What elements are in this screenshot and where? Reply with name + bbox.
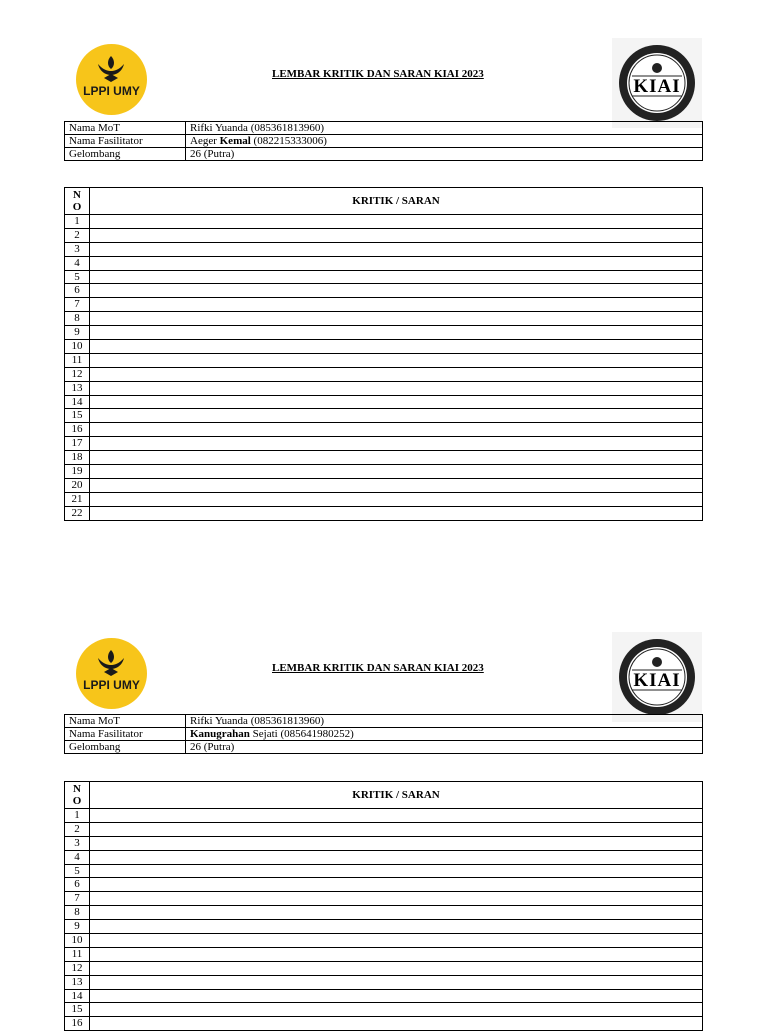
mot-value: Rifki Yuanda (085361813960) xyxy=(186,122,703,135)
feedback-cell[interactable] xyxy=(90,850,703,864)
feedback-cell[interactable] xyxy=(90,1003,703,1017)
mot-label: Nama MoT xyxy=(65,715,186,728)
feedback-cell[interactable] xyxy=(90,961,703,975)
table-row xyxy=(65,340,703,354)
row-number: 15 xyxy=(65,409,90,423)
table-row xyxy=(65,934,703,948)
form-title: LEMBAR KRITIK DAN SARAN KIAI 2023 xyxy=(272,68,484,80)
row-number: 19 xyxy=(65,465,90,479)
feedback-cell[interactable] xyxy=(90,326,703,340)
feedback-cell[interactable] xyxy=(90,934,703,948)
kiai-seal xyxy=(612,632,702,722)
row-number: 6 xyxy=(65,878,90,892)
table-row xyxy=(65,836,703,850)
row-number: 6 xyxy=(65,284,90,298)
feedback-header: KRITIK / SARAN xyxy=(90,188,703,215)
row-number: 1 xyxy=(65,215,90,229)
row-number: 11 xyxy=(65,947,90,961)
feedback-cell[interactable] xyxy=(90,395,703,409)
table-row xyxy=(65,242,703,256)
lppi-umy-logo xyxy=(76,44,147,115)
row-number: 15 xyxy=(65,1003,90,1017)
logo-text: LPPI UMY xyxy=(83,678,140,692)
info-table xyxy=(64,714,703,754)
row-number: 7 xyxy=(65,298,90,312)
facilitator-label: Nama Fasilitator xyxy=(65,728,186,741)
batch-value: 26 (Putra) xyxy=(186,148,703,161)
row-number: 16 xyxy=(65,1017,90,1031)
feedback-cell[interactable] xyxy=(90,492,703,506)
feedback-cell[interactable] xyxy=(90,340,703,354)
table-row xyxy=(65,270,703,284)
row-number: 8 xyxy=(65,906,90,920)
form-title: LEMBAR KRITIK DAN SARAN KIAI 2023 xyxy=(272,662,484,674)
table-row xyxy=(65,256,703,270)
table-row xyxy=(65,892,703,906)
row-number: 21 xyxy=(65,492,90,506)
seal-text: KIAI xyxy=(633,670,681,691)
table-row xyxy=(65,975,703,989)
feedback-table xyxy=(64,781,703,1031)
row-number: 3 xyxy=(65,242,90,256)
feedback-cell[interactable] xyxy=(90,284,703,298)
feedback-cell[interactable] xyxy=(90,809,703,823)
table-row xyxy=(65,395,703,409)
batch-value: 26 (Putra) xyxy=(186,741,703,754)
row-number: 16 xyxy=(65,423,90,437)
batch-label: Gelombang xyxy=(65,741,186,754)
feedback-cell[interactable] xyxy=(90,892,703,906)
row-number: 1 xyxy=(65,809,90,823)
row-number: 2 xyxy=(65,822,90,836)
feedback-cell[interactable] xyxy=(90,478,703,492)
row-number: 10 xyxy=(65,340,90,354)
table-row xyxy=(65,451,703,465)
feedback-cell[interactable] xyxy=(90,367,703,381)
feedback-cell[interactable] xyxy=(90,381,703,395)
sprout-icon xyxy=(76,638,147,709)
row-number: 7 xyxy=(65,892,90,906)
feedback-cell[interactable] xyxy=(90,836,703,850)
row-number: 11 xyxy=(65,353,90,367)
logo-text: LPPI UMY xyxy=(83,84,140,98)
table-row xyxy=(65,312,703,326)
row-number: 5 xyxy=(65,270,90,284)
feedback-cell[interactable] xyxy=(90,409,703,423)
table-row xyxy=(65,326,703,340)
table-row xyxy=(65,409,703,423)
feedback-table xyxy=(64,187,703,521)
table-row xyxy=(65,437,703,451)
table-row xyxy=(65,284,703,298)
table-row xyxy=(65,298,703,312)
row-number: 2 xyxy=(65,228,90,242)
table-row xyxy=(65,492,703,506)
feedback-cell[interactable] xyxy=(90,423,703,437)
table-row xyxy=(65,809,703,823)
table-row xyxy=(65,215,703,229)
row-number: 13 xyxy=(65,975,90,989)
row-number: 4 xyxy=(65,850,90,864)
table-row xyxy=(65,465,703,479)
feedback-cell[interactable] xyxy=(90,947,703,961)
feedback-cell[interactable] xyxy=(90,256,703,270)
feedback-cell[interactable] xyxy=(90,228,703,242)
feedback-cell[interactable] xyxy=(90,975,703,989)
table-row xyxy=(65,989,703,1003)
feedback-cell[interactable] xyxy=(90,906,703,920)
sprout-icon xyxy=(76,44,147,115)
row-number: 22 xyxy=(65,506,90,520)
facilitator-value: Kanugrahan Sejati (085641980252) xyxy=(186,728,703,741)
table-row xyxy=(65,947,703,961)
info-table xyxy=(64,121,703,161)
row-number: 12 xyxy=(65,367,90,381)
row-number: 14 xyxy=(65,989,90,1003)
no-header: N O xyxy=(65,188,90,215)
feedback-cell[interactable] xyxy=(90,864,703,878)
feedback-cell[interactable] xyxy=(90,312,703,326)
feedback-cell[interactable] xyxy=(90,242,703,256)
feedback-cell[interactable] xyxy=(90,215,703,229)
table-row xyxy=(65,906,703,920)
mot-label: Nama MoT xyxy=(65,122,186,135)
row-number: 14 xyxy=(65,395,90,409)
row-number: 18 xyxy=(65,451,90,465)
table-row xyxy=(65,961,703,975)
row-number: 10 xyxy=(65,934,90,948)
feedback-header: KRITIK / SARAN xyxy=(90,782,703,809)
feedback-cell[interactable] xyxy=(90,989,703,1003)
feedback-cell[interactable] xyxy=(90,920,703,934)
feedback-cell[interactable] xyxy=(90,451,703,465)
table-row xyxy=(65,1003,703,1017)
feedback-cell[interactable] xyxy=(90,465,703,479)
row-number: 13 xyxy=(65,381,90,395)
row-number: 4 xyxy=(65,256,90,270)
table-row xyxy=(65,878,703,892)
table-row xyxy=(65,423,703,437)
row-number: 20 xyxy=(65,478,90,492)
feedback-cell[interactable] xyxy=(90,353,703,367)
row-number: 8 xyxy=(65,312,90,326)
row-number: 12 xyxy=(65,961,90,975)
facilitator-value: Aeger Kemal (082215333006) xyxy=(186,135,703,148)
table-row xyxy=(65,228,703,242)
feedback-cell[interactable] xyxy=(90,270,703,284)
table-row xyxy=(65,822,703,836)
row-number: 3 xyxy=(65,836,90,850)
table-row xyxy=(65,353,703,367)
no-header: N O xyxy=(65,782,90,809)
feedback-cell[interactable] xyxy=(90,298,703,312)
batch-label: Gelombang xyxy=(65,148,186,161)
row-number: 9 xyxy=(65,920,90,934)
row-number: 17 xyxy=(65,437,90,451)
table-row xyxy=(65,506,703,520)
row-number: 9 xyxy=(65,326,90,340)
facilitator-label: Nama Fasilitator xyxy=(65,135,186,148)
table-row xyxy=(65,864,703,878)
row-number: 5 xyxy=(65,864,90,878)
table-row xyxy=(65,478,703,492)
table-row xyxy=(65,381,703,395)
feedback-cell[interactable] xyxy=(90,878,703,892)
feedback-cell[interactable] xyxy=(90,437,703,451)
table-row xyxy=(65,367,703,381)
table-row xyxy=(65,920,703,934)
feedback-cell[interactable] xyxy=(90,822,703,836)
feedback-cell[interactable] xyxy=(90,506,703,520)
seal-text: KIAI xyxy=(633,76,681,97)
table-row xyxy=(65,850,703,864)
kiai-seal xyxy=(612,38,702,128)
mot-value: Rifki Yuanda (085361813960) xyxy=(186,715,703,728)
lppi-umy-logo xyxy=(76,638,147,709)
